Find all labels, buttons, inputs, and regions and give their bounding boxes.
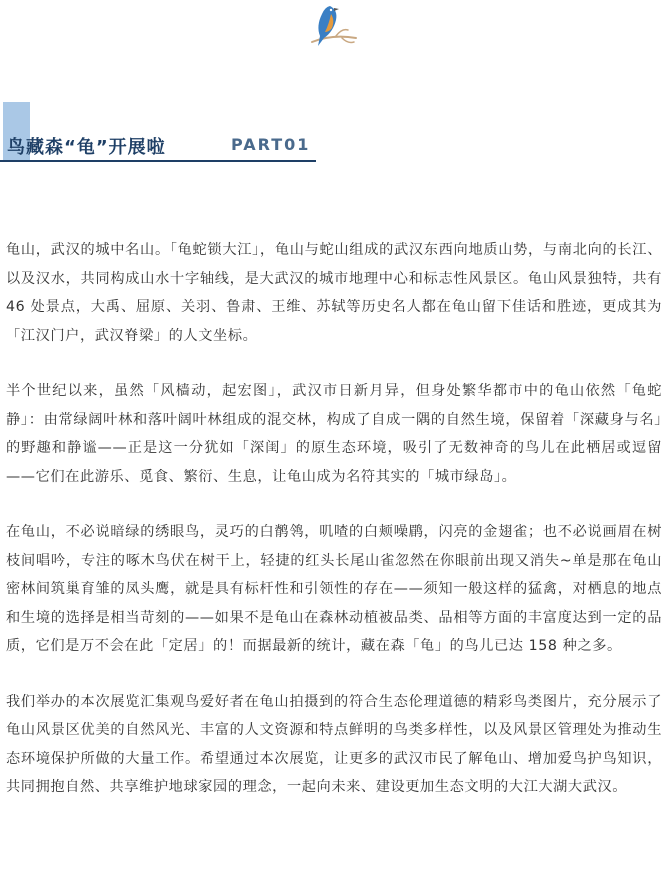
paragraph-2: 半个世纪以来，虽然「风樯动，起宏图」，武汉市日新月异，但身处繁华都市中的龟山依然「龟蛇静」：由常绿阔叶林和落叶阔叶林组成的混交林，构成了自成一隅的自然生境，保留着「深藏身与名」的野趣和静谧——正是这一分犹如「深闺」的原生态环境，吸引了无数神奇的鸟儿在此栖居或逗留——它们在此游乐、觅食、繁衍、生息，让龟山成为名符其实的「城市绿岛」。 — [6, 383, 662, 485]
paragraph-3: 在龟山，不必说暗绿的绣眼鸟，灵巧的白鹡鸰，叽喳的白颊噪鹛，闪亮的金翅雀；也不必说画眉在树枝间唱吟，专注的啄木鸟伏在树干上，轻捷的红头长尾山雀忽然在你眼前出现又消失~单是那在龟山密林间筑巢育雏的凤头鹰，就是具有标杆性和引领性的存在——须知一般这样的猛禽，对栖息的地点和生境的选择是相当苛刻的——如果不是龟山在森林动植被品类、品相等方面的丰富度达到一定的品质，它们是万不会在此「定居」的！而据最新的统计，藏在森「龟」的鸟儿已达 158 种之多。 — [6, 524, 662, 654]
part-label: PART01 — [231, 135, 311, 154]
section-title-block — [0, 100, 320, 164]
paragraph-1: 龟山，武汉的城中名山。「龟蛇锁大江」，龟山与蛇山组成的武汉东西向地质山势，与南北向的长江、以及汉水，共同构成山水十字轴线，是大武汉的城市地理中心和标志性风景区。龟山风景独特，共有 46 处景点，大禹、屈原、关羽、鲁肃、王维、苏轼等历史名人都在龟山留下佳话和胜迹，更成其为「江汉门户，武汉脊梁」的人文坐标。 — [6, 242, 662, 344]
title-underline — [0, 160, 316, 162]
article-body — [6, 236, 662, 829]
paragraph-4: 我们举办的本次展览汇集观鸟爱好者在龟山拍摄到的符合生态伦理道德的精彩鸟类图片，充分展示了龟山风景区优美的自然风光、丰富的人文资源和特点鲜明的鸟类多样性，以及风景区管理处为推动生态环境保护所做的大量工作。希望通过本次展览，让更多的武汉市民了解龟山、增加爱鸟护鸟知识，共同拥抱自然、共享维护地球家园的理念，一起向未来、建设更加生态文明的大江大湖大武汉。 — [6, 693, 662, 795]
bird-on-branch-icon — [306, 4, 360, 50]
section-title: 鸟藏森“龟”开展啦 — [7, 137, 166, 158]
